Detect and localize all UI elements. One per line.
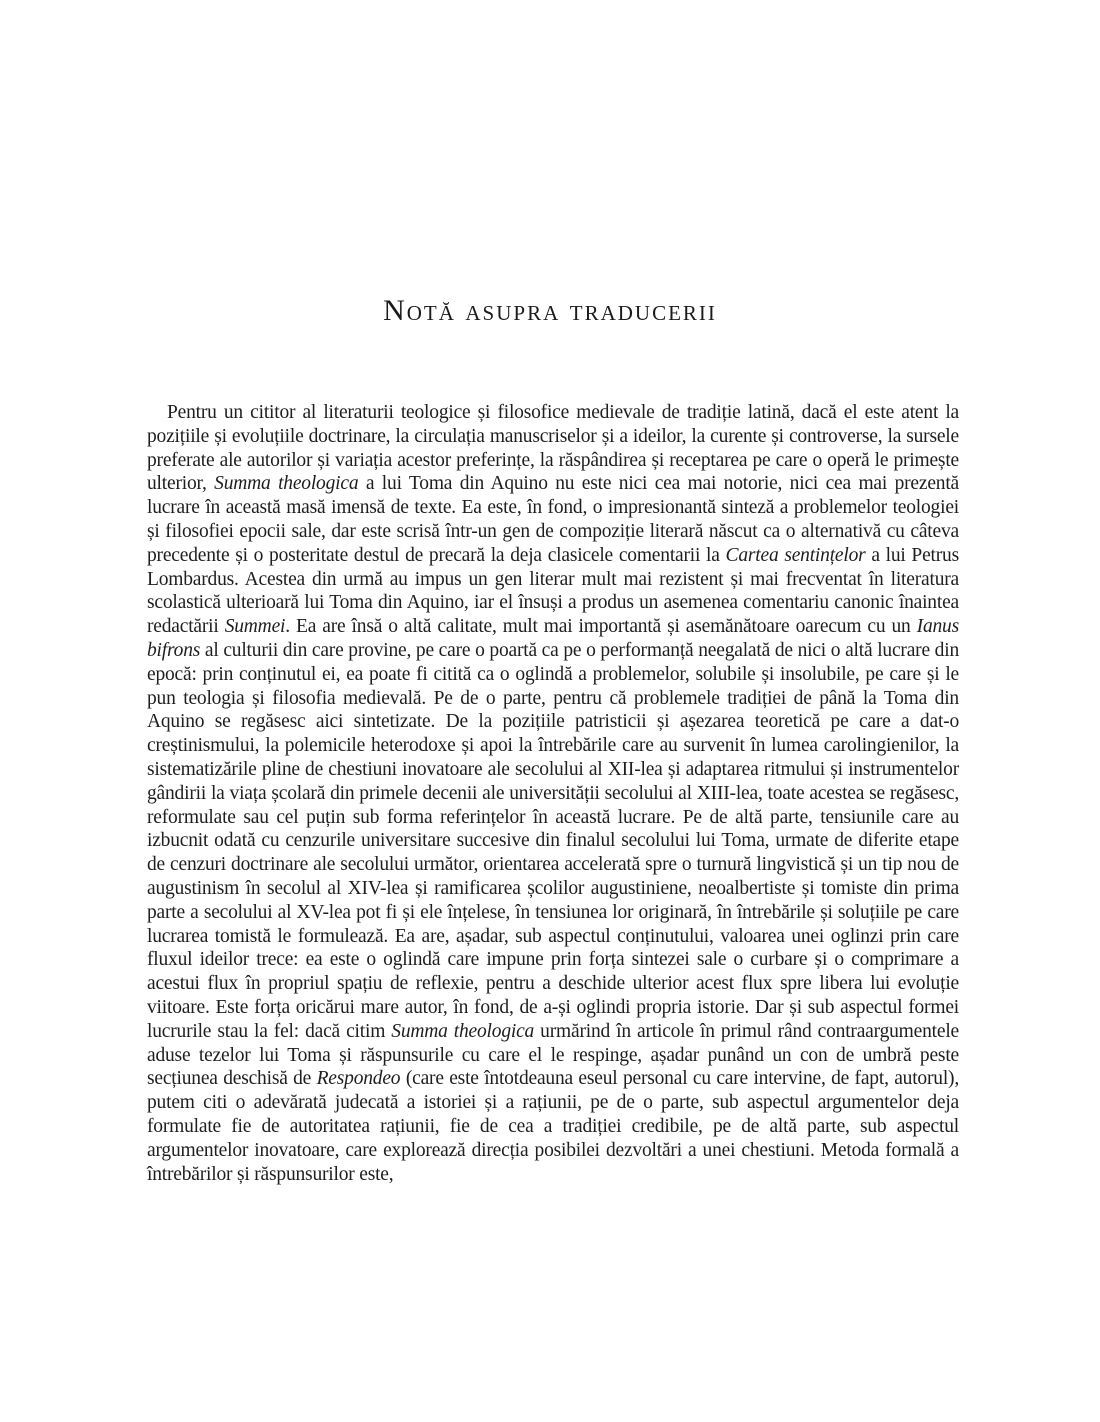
text-segment: urmărind în articole în primul rând contraargumentele aduse tezelor lui Toma și răspunsurile cu care el le respinge, așadar punând un con de umbră peste secțiunea deschisă de	[147, 1020, 959, 1090]
body-paragraph	[147, 401, 959, 1186]
italic-text-segment: Respondeo	[316, 1068, 401, 1090]
text-segment: al culturii din care provine, pe care o poartă ca pe o performanță neegalată de nici o altă lucrare din epocă: prin conținutul ei, ea poate fi citită ca o oglindă a problemelor, solubile și insolubile, pe care și le pun teologia și filosofia medievală. Pe de o parte, pentru că problemele tradiției de până la Toma din Aquino se regăsesc aici sintetizate. De la pozițiile patristicii și așezarea teoretică pe care a dat-o creștinismului, la polemicile heterodoxe și apoi la întrebările care au survenit în lumea carolingienilor, la sistematizările pline de chestiuni inovatoare ale secolului al XII-lea și adaptarea ritmului și instrumentelor gândirii la viața școlară din primele decenii ale universității secolului al XIII-lea, toate acestea se regăsesc, reformulate sau cel puțin sub forma referințelor în această lucrare. Pe de altă parte, tensiunile care au izbucnit odată cu cenzurile universitare succesive din finalul secolului lui Toma, urmate de diferite etape de cenzuri doctrinare ale secolului următor, orientarea accelerată spre o turnură lingvistică și un tip nou de augustinism în secolul al XIV-lea și ramificarea școlilor augustiniene, neoalbertiste și tomiste din prima parte a secolului al XV-lea pot fi și ele înțelese, în tensiunea lor originară, în întrebările și soluțiile pe care lucrarea tomistă le formulează. Ea are, așadar, sub aspectul conținutului, valoarea unei oglinzi prin care fluxul ideilor trece: ea este o oglindă care impune prin forța sintezei sale o curbare și o comprimare a acestui flux în propriul spațiu de reflexie, pentru a deschide ulterior acest flux spre libera lui evoluție viitoare. Este forța oricărui mare autor, în fond, de a-și oglindi propria istorie. Dar și sub aspectul formei lucrurile stau la fel: dacă citim	[147, 639, 959, 1042]
text-segment: (care este întotdeauna eseul personal cu care intervine, de fapt, autorul), putem citi o adevărată judecată a istoriei și a rațiunii, pe de o parte, sub aspectul argumentelor deja formulate fie de autoritatea rațiunii, fie de cea a tradiției credibile, pe de altă parte, sub aspectul argumentelor inovatoare, care explorează direcția posibilei dezvoltări a unei chestiuni. Metoda formală a întrebărilor și răspunsurilor este,	[147, 1068, 959, 1185]
text-segment: . Ea are însă o altă calitate, mult mai importantă și asemănătoare oarecum cu un	[285, 616, 917, 638]
text-segment: Pentru un cititor al literaturii teologice și filosofice medievale de tradiție latină, dacă el este atent la pozițiile și evoluțiile doctrinare, la circulația manuscriselor și a ideilor, la curente și controverse, la sursele preferate ale autorilor și variația acestor preferințe, la răspândirea și receptarea pe care o operă le primește ulterior,	[147, 402, 959, 495]
italic-text-segment: Cartea sentințelor	[725, 544, 866, 566]
italic-text-segment: Summa theologica	[391, 1020, 535, 1042]
page-title: Notă asupra traducerii	[383, 294, 717, 327]
italic-text-segment: Summei	[224, 616, 286, 638]
text-segment: a lui Toma din Aquino nu este nici cea mai notorie, nici cea mai prezentă lucrare în această masă imensă de texte. Ea este, în fond, o impresionantă sinteză a problemelor teologiei și filosofiei epocii sale, dar este scrisă într-un gen de compoziție literară născut ca o alternativă cu câteva precedente și o posteritate destul de precară la deja clasicele comentarii la	[147, 473, 959, 566]
italic-text-segment: Summa theologica	[214, 473, 359, 495]
text-segment: a lui Petrus Lombardus. Acestea din urmă au impus un gen literar mult mai rezistent și mai frecventat în literatura scolastică ulterioară lui Toma din Aquino, iar el însuși a produs un asemenea comentariu canonic înaintea redactării	[147, 544, 959, 638]
italic-text-segment: Ianus bifrons	[147, 616, 959, 661]
